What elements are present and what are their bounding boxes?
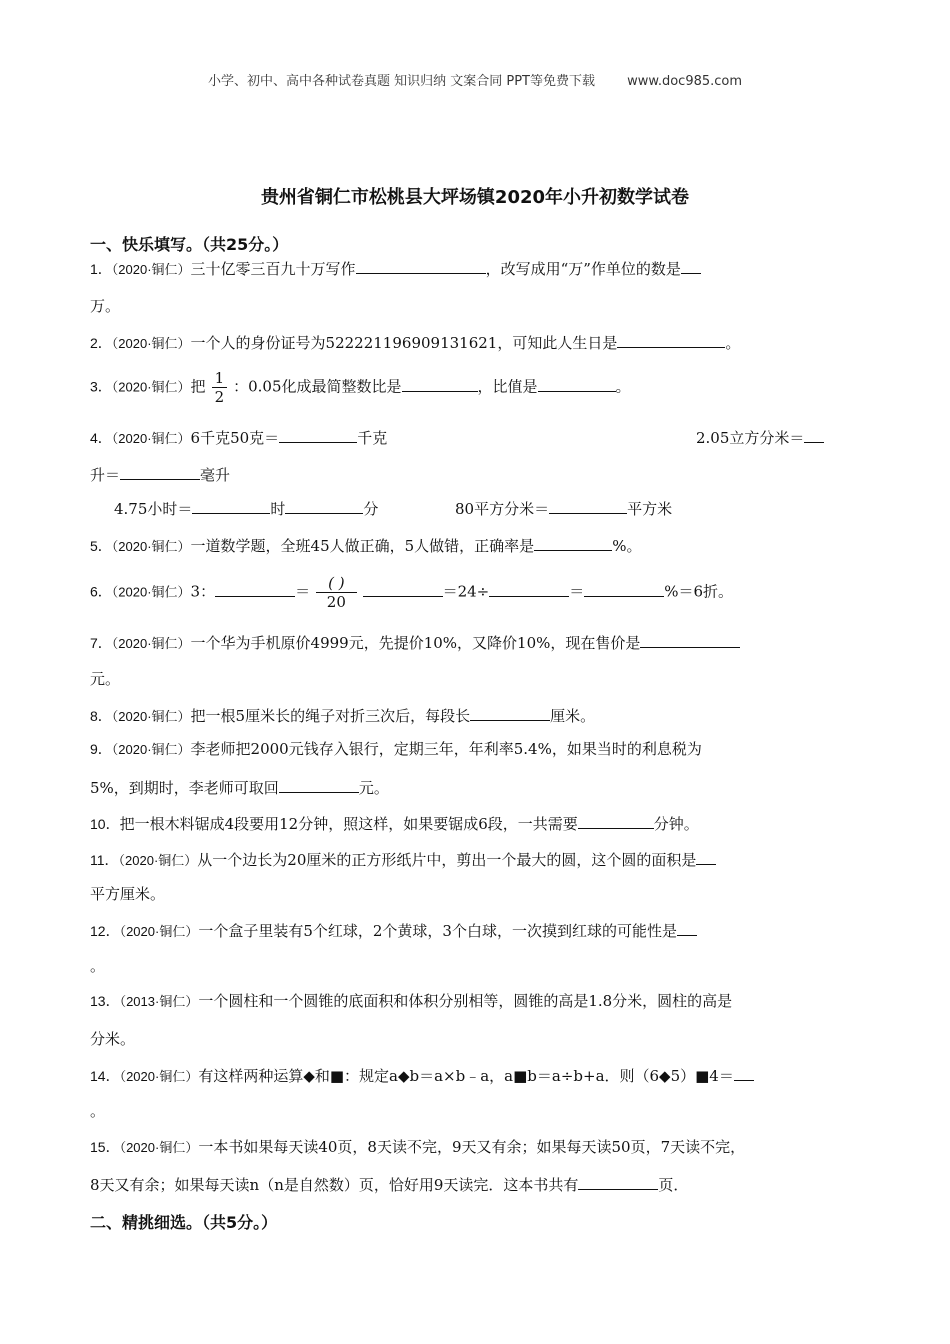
answer-blank[interactable] [549,498,627,514]
answer-blank[interactable] [681,258,701,274]
question-text: 3： [190,582,216,601]
question-7-continued [90,669,120,689]
question-text: 一本书如果每天读40页，8天读不完，9天又有余；如果每天读50页，7天读不完， [198,1138,746,1156]
question-number: 15． [90,1139,120,1155]
fraction-denominator: 20 [326,593,346,611]
question-source: （2020·铜仁） [119,924,199,939]
question-number: 9． [90,741,112,757]
answer-blank[interactable] [279,777,359,793]
page-title: 贵州省铜仁市松桃县大坪场镇2020年小升初数学试卷 [260,187,690,208]
section-heading-2: 二、精挑细选。（共5分。） [90,1213,278,1232]
question-text: 李老师把2000元钱存入银行，定期三年，年利率5.4%，如果当时的利息税为 [190,740,702,758]
question-source: （2020·铜仁） [119,1140,199,1155]
answer-blank[interactable] [734,1065,754,1081]
question-9 [90,739,702,760]
question-15-continued [90,1174,688,1195]
question-text: ＝ [569,582,585,601]
question-3 [90,369,631,406]
question-text: 分钟。 [653,815,699,833]
answer-blank[interactable] [489,581,569,597]
question-number: 1． [90,261,112,277]
question-text: 三十亿零三百九十万写作 [190,260,356,278]
question-text: 元。 [358,779,389,797]
question-5 [90,535,641,557]
question-4-part-2 [696,427,824,448]
answer-blank[interactable] [584,581,664,597]
answer-blank[interactable] [356,258,486,274]
answer-blank[interactable] [640,632,740,648]
answer-blank[interactable] [804,427,824,443]
question-13 [90,991,732,1012]
question-13-continued [90,1029,135,1049]
question-text: 厘米。 [550,707,596,725]
question-text: 有这样两种运算◆和■：规定a◆b＝a×b﹣a，a■b＝a÷b+a．则（6◆5）■4＝ [198,1067,734,1085]
question-text: 千克 [357,429,388,447]
question-15 [90,1137,745,1158]
answer-blank[interactable] [578,813,654,829]
question-text: 。 [615,377,631,396]
answer-blank[interactable] [402,376,478,392]
question-text: 8天又有余；如果每天读n（n是自然数）页，恰好用9天读完．这本书共有 [90,1176,579,1194]
question-number: 10． [90,816,120,832]
question-text: 时 [270,500,286,518]
question-text: 。 [90,1102,106,1120]
question-text: 平方厘米。 [90,885,166,903]
question-number: 11． [90,852,119,868]
question-12-continued [90,956,105,976]
question-number: 5． [90,538,112,554]
question-text: 元。 [90,670,121,688]
question-source: （2020·铜仁） [111,584,191,600]
answer-blank[interactable] [617,332,725,348]
question-14 [90,1065,754,1087]
question-11-continued [90,884,165,904]
question-1 [90,258,701,280]
question-text: 毫升 [200,466,231,484]
question-source: （2020·铜仁） [111,539,191,554]
page-header [0,70,950,89]
question-number: 13． [90,993,120,1009]
question-7 [90,632,740,654]
question-4-part-4 [455,498,672,519]
question-text: 一个盒子里装有5个红球，2个黄球，3个白球，一次摸到红球的可能性是 [198,922,677,940]
question-text: 5%，到期时，李老师可取回 [90,779,279,797]
answer-blank[interactable] [534,535,612,551]
question-source: （2020·铜仁） [111,636,191,651]
question-text: 分 [363,500,379,518]
question-text: %。 [612,537,642,555]
question-text: 把一根5厘米长的绳子对折三次后，每段长 [190,707,471,725]
question-text: 6千克50克＝ [190,429,280,447]
question-text: 一个华为手机原价4999元，先提价10%，又降价10%，现在售价是 [190,634,641,652]
question-source: （2020·铜仁） [111,431,191,446]
question-2 [90,332,740,354]
question-14-continued [90,1101,105,1121]
question-number: 3． [90,378,112,395]
question-text: 2.05立方分米＝ [696,429,805,447]
question-text: 。 [725,334,741,352]
fraction-numerator: ( ) [316,574,356,593]
question-text: 页． [658,1176,689,1194]
question-text: %＝6折。 [664,582,734,601]
question-number: 2． [90,335,112,351]
question-10 [90,813,699,834]
question-text: ＝24÷ [442,582,490,601]
question-text: ，比值是 [477,377,538,396]
answer-blank[interactable] [279,427,357,443]
question-text: 把 [190,377,206,396]
question-12 [90,920,697,942]
question-source: （2020·铜仁） [111,336,191,351]
question-number: 8． [90,708,112,724]
fraction [316,574,356,611]
question-text: ：0.05化成最简整数比是 [233,377,402,396]
question-source: （2020·铜仁） [111,709,191,724]
answer-blank[interactable] [696,849,716,865]
question-number: 4． [90,430,112,446]
question-number: 6． [90,583,112,600]
question-text: 升＝ [90,466,121,484]
question-text: 平方米 [627,500,673,518]
question-text: 把一根木料锯成4段要用12分钟，照这样，如果要锯成6段，一共需要 [119,815,578,833]
question-source: （2020·铜仁） [119,1069,199,1084]
question-text: 80平方分米＝ [455,500,550,518]
question-source: （2020·铜仁） [111,379,191,395]
answer-blank[interactable] [677,920,697,936]
question-source: （2020·铜仁） [111,742,191,757]
question-number: 12． [90,923,120,939]
question-number: 7． [90,635,112,651]
question-text: ＝ [295,582,311,601]
question-9-continued [90,777,389,798]
question-4-part-3 [114,498,378,519]
header-url[interactable]: www.doc985.com [627,74,743,89]
answer-blank[interactable] [120,464,200,480]
question-8 [90,705,595,727]
question-source: （2020·铜仁） [111,262,191,277]
question-source: （2013·铜仁） [119,994,199,1009]
question-text: 万。 [90,297,121,315]
question-text: 分米。 [90,1030,136,1048]
header-text: 小学、初中、高中各种试卷真题 知识归纳 文案合同 PPT等免费下载 [207,74,595,89]
question-4-continued [90,464,230,485]
question-text: 4.75小时＝ [114,500,193,518]
section-heading-1: 一、快乐填写。（共25分。） [90,235,289,254]
answer-blank[interactable] [538,376,616,392]
question-11 [90,849,716,871]
question-6 [90,574,733,611]
fraction-numerator: 1 [212,369,228,388]
fraction [212,369,228,406]
answer-blank[interactable] [578,1174,658,1190]
question-text: 一个人的身份证号为522221196909131621，可知此人生日是 [190,334,618,352]
question-text: 从一个边长为20厘米的正方形纸片中，剪出一个最大的圆，这个圆的面积是 [197,851,697,869]
question-source: （2020·铜仁） [118,853,198,868]
question-1-continued [90,296,120,316]
answer-blank[interactable] [285,498,363,514]
question-text: 一个圆柱和一个圆锥的底面积和体积分别相等，圆锥的高是1.8分米，圆柱的高是 [198,992,733,1010]
question-text: 。 [90,957,106,975]
question-number: 14． [90,1068,120,1084]
question-text: 一道数学题，全班45人做正确，5人做错，正确率是 [190,537,535,555]
answer-blank[interactable] [363,581,443,597]
question-text: ，改写成用“万”作单位的数是 [485,260,681,278]
answer-blank[interactable] [215,581,295,597]
answer-blank[interactable] [192,498,270,514]
question-4 [90,427,387,449]
answer-blank[interactable] [470,705,550,721]
fraction-denominator: 2 [214,388,225,406]
